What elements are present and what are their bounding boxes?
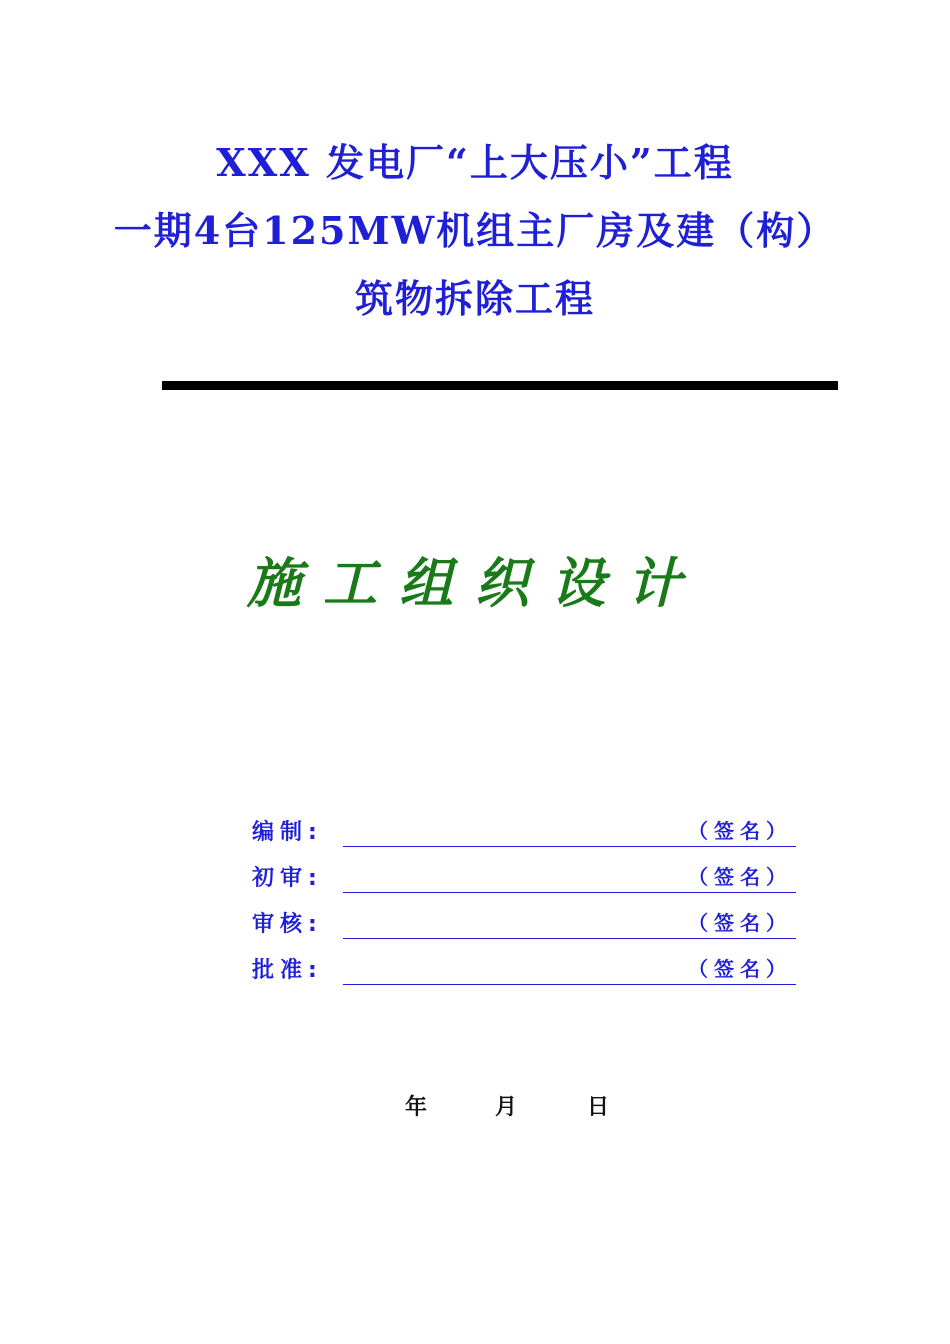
date-year: 年 — [405, 1095, 428, 1120]
date-month: 月 — [495, 1095, 518, 1120]
signature-label: 批准: — [252, 958, 323, 983]
project-title-line-3: 筑物拆除工程 — [354, 276, 595, 321]
document-type-heading: 施工组织设计 — [247, 551, 703, 615]
signature-field[interactable] — [343, 864, 796, 893]
signature-label: 初审: — [252, 866, 323, 891]
signature-field[interactable] — [343, 956, 796, 985]
project-title-line-2: 一期4台125MW机组主厂房及建（构） — [113, 208, 837, 253]
signature-hint: （签名） — [688, 819, 792, 843]
project-title-line-1: XXX 发电厂“上大压小”工程 — [216, 140, 734, 185]
signature-hint: （签名） — [688, 957, 792, 981]
signature-label: 审核: — [252, 912, 323, 937]
title-divider — [162, 381, 838, 390]
signature-row-compile — [252, 815, 796, 847]
signature-row-review — [252, 907, 796, 939]
signature-row-preliminary-review — [252, 861, 796, 893]
date-line — [0, 1093, 950, 1123]
signature-row-approval — [252, 953, 796, 985]
date-day: 日 — [587, 1095, 610, 1120]
signature-label: 编制: — [252, 820, 323, 845]
project-title — [0, 138, 950, 342]
signature-field[interactable] — [343, 910, 796, 939]
signature-hint: （签名） — [688, 911, 792, 935]
signature-field[interactable] — [343, 818, 796, 847]
signature-hint: （签名） — [688, 865, 792, 889]
